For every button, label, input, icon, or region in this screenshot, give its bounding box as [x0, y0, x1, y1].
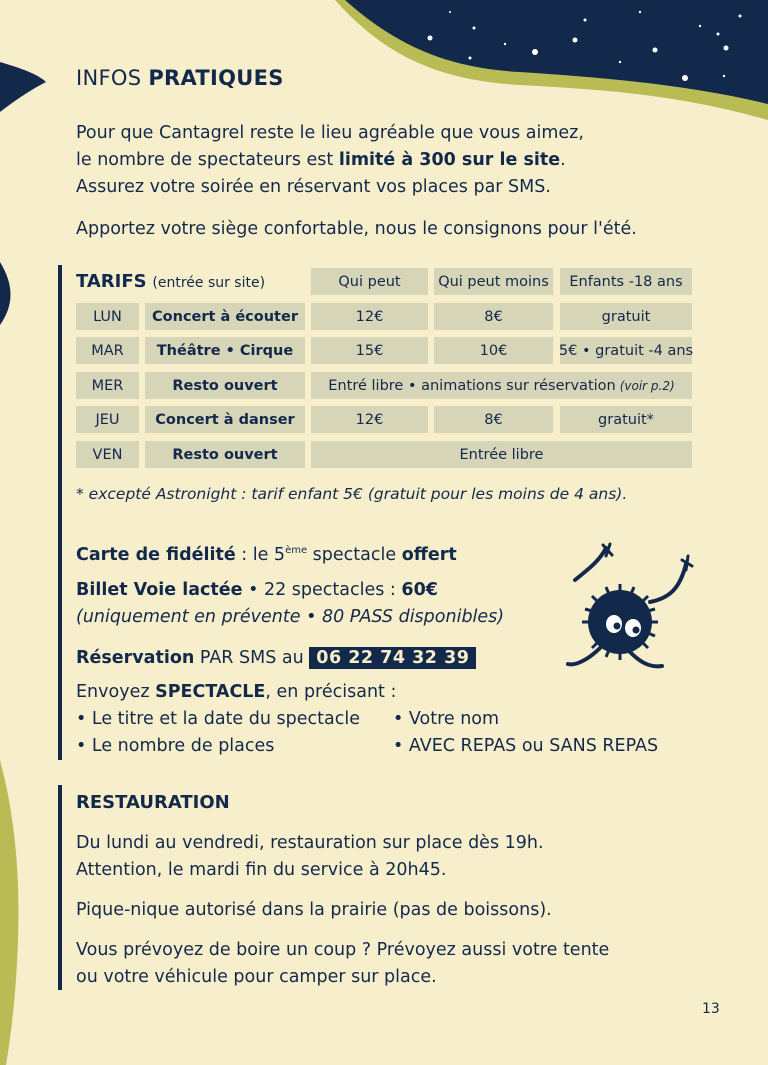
see-page-note: (voir p.2) — [619, 378, 675, 393]
page-number: 13 — [702, 1001, 720, 1017]
row-event: Théâtre • Cirque — [145, 337, 305, 364]
intro-line-2: le nombre de spectateurs est limité à 300 sur le site. — [76, 150, 566, 170]
billet-price: 60€ — [401, 580, 438, 600]
title-bold: PRATIQUES — [148, 66, 284, 90]
title-normal: INFOS — [76, 66, 142, 90]
tarifs-title: TARIFS (entrée sur site) — [76, 271, 266, 292]
row-price: 5€ • gratuit -4 ans — [560, 337, 692, 364]
row-price: 8€ — [434, 406, 553, 433]
row-event: Concert à danser — [145, 406, 305, 433]
row-price: gratuit — [560, 303, 692, 330]
restauration-title: RESTAURATION — [76, 792, 230, 813]
tarifs-footnote: * excepté Astronight : tarif enfant 5€ (gratuit pour les moins de 4 ans). — [76, 485, 628, 503]
bullet-item: • Le nombre de places — [76, 736, 275, 756]
billet-line: Billet Voie lactée • 22 spectacles : 60€ — [76, 580, 438, 600]
left-top-shape — [0, 62, 46, 112]
row-price: 12€ — [311, 406, 428, 433]
row-price: 15€ — [311, 337, 428, 364]
tarifs-subtitle: (entrée sur site) — [152, 275, 266, 291]
restauration-paragraph-2: Pique-nique autorisé dans la prairie (pas de boissons). — [76, 900, 552, 920]
row-span-cell: Entrée libre — [311, 441, 692, 468]
section-bar-tarifs — [58, 265, 62, 760]
row-day: MER — [76, 372, 139, 399]
page-title — [76, 66, 284, 90]
row-span-cell: Entré libre • animations sur réservation (voir p.2) — [311, 372, 692, 399]
billet-subtext: (uniquement en prévente • 80 PASS disponibles) — [76, 607, 505, 627]
row-day: MAR — [76, 337, 139, 364]
reservation-instruction: Envoyez SPECTACLE, en précisant : — [76, 682, 397, 702]
row-price: gratuit* — [560, 406, 692, 433]
header-qui-peut: Qui peut — [311, 268, 428, 295]
row-day: JEU — [76, 406, 139, 433]
seat-paragraph: Apportez votre siège confortable, nous le consignons pour l'été. — [76, 219, 637, 239]
row-day: VEN — [76, 441, 139, 468]
intro-paragraph — [76, 120, 584, 201]
section-bar-restauration — [58, 785, 62, 990]
row-event: Resto ouvert — [145, 441, 305, 468]
header-enfants: Enfants -18 ans — [560, 268, 692, 295]
phone-number[interactable]: 06 22 74 32 39 — [309, 647, 476, 669]
row-day: LUN — [76, 303, 139, 330]
restauration-paragraph-3: Vous prévoyez de boire un coup ? Prévoyez aussi votre tente ou votre véhicule pour camper sur place. — [76, 940, 610, 987]
sky-rim-shape — [335, 0, 768, 120]
capacity-highlight: limité à 300 sur le site — [338, 150, 561, 170]
left-bottom-shape — [0, 760, 18, 1065]
restauration-paragraph-1: Du lundi au vendredi, restauration sur place dès 19h. Attention, le mardi fin du service à 20h45. — [76, 833, 544, 880]
header-qui-peut-moins: Qui peut moins — [434, 268, 553, 295]
bullet-item: • AVEC REPAS ou SANS REPAS — [393, 736, 659, 756]
intro-line-1: Pour que Cantagrel reste le lieu agréable que vous aimez, — [76, 123, 584, 143]
stars — [428, 11, 742, 81]
night-sky-shape — [345, 0, 768, 104]
reservation-line: Réservation PAR SMS au 06 22 74 32 39 — [76, 645, 476, 672]
left-mid-shape — [0, 262, 11, 325]
soot-sprite-illustration — [568, 544, 692, 666]
row-price: 10€ — [434, 337, 553, 364]
intro-line-3: Assurez votre soirée en réservant vos places par SMS. — [76, 177, 551, 197]
bullet-item: • Le titre et la date du spectacle — [76, 709, 360, 729]
row-price: 12€ — [311, 303, 428, 330]
row-event: Resto ouvert — [145, 372, 305, 399]
row-event: Concert à écouter — [145, 303, 305, 330]
row-price: 8€ — [434, 303, 553, 330]
bullet-item: • Votre nom — [393, 709, 500, 729]
fidelite-line: Carte de fidélité : le 5ème spectacle offert — [76, 544, 457, 565]
billet-block — [76, 577, 504, 631]
